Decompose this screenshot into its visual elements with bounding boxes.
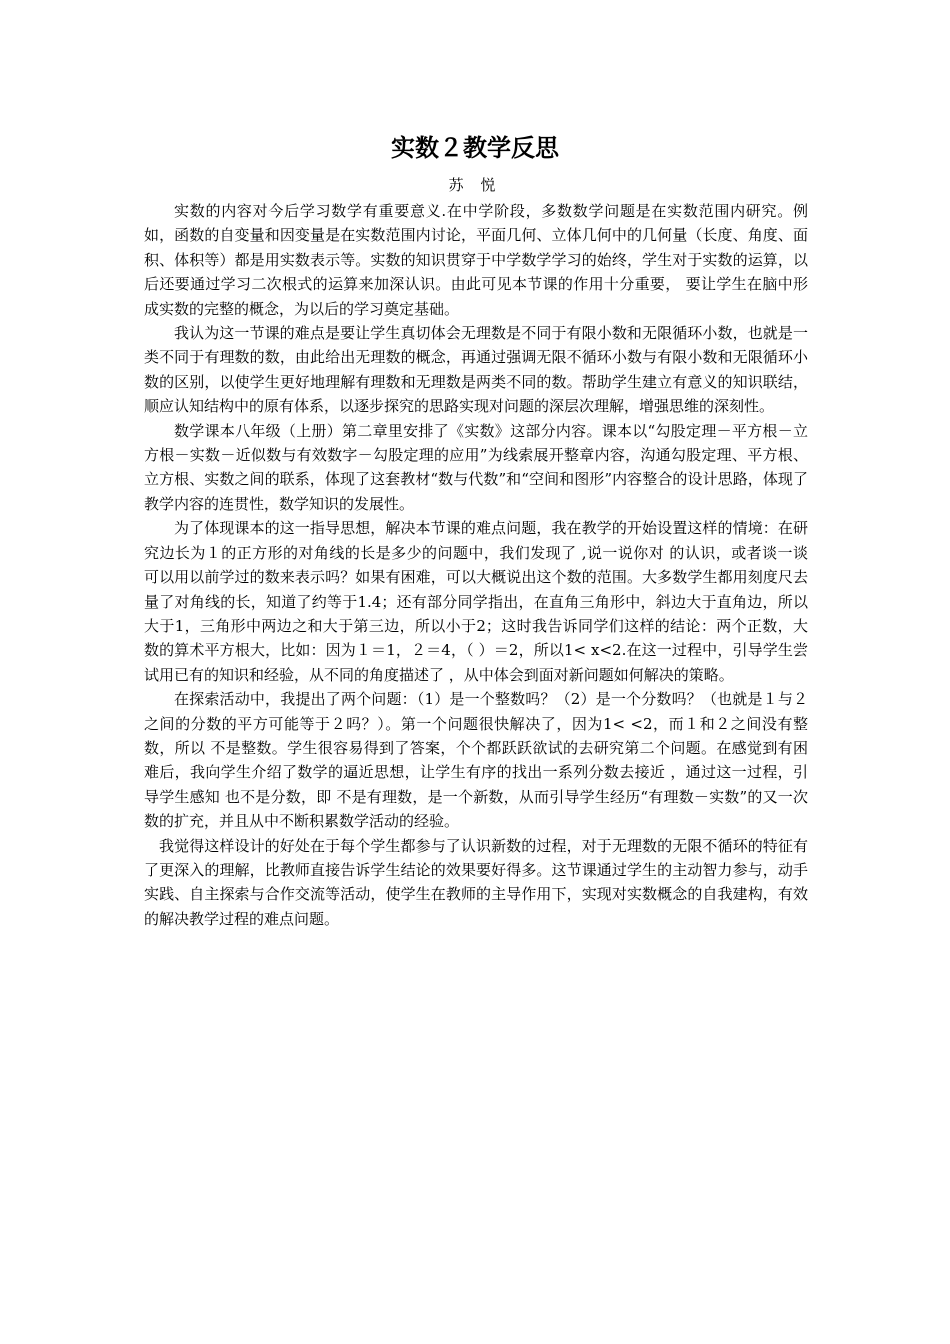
paragraph-textbook: 数学课本八年级（上册）第二章里安排了《实数》这部分内容。课本以“勾股定理－平方根－立方根－实数－近似数与有效数字－勾股定理的应用”为线索展开整章内容，沟通勾股定理、平方根、立方根、实数之间的联系，体现了这套教材“数与代数”和“空间和图形”内容整合的设计思路，体现了教学内容的连贯性，数学知识的发展性。 bbox=[144, 421, 808, 513]
paragraph-exploration: 在探索活动中，我提出了两个问题：（1）是一个整数吗？（2）是一个分数吗？（也就是１与２之间的分数的平方可能等于２吗？）。第一个问题很快解决了，因为1< <2，而１和２之间没有整数，所以 不是整数。学生很容易得到了答案，个个都跃跃欲试的去研究第二个问题。在感觉到有困难后，我向学生介绍了数学的逼近思想，让学生有序的找出一系列分数去接近 ，通过这一过程，引导学生感知 也不是分数，即 不是有理数，是一个新数，从而引导学生经历“有理数－实数”的又一次数的扩充，并且从中不断积累数学活动的经验。 bbox=[144, 690, 808, 831]
paragraph-conclusion: 我觉得这样设计的好处在于每个学生都参与了认识新数的过程，对于无理数的无限不循环的特征有了更深入的理解，比教师直接告诉学生结论的效果要好得多。这节课通过学生的主动智力参与，动手实践、自主探索与合作交流等活动，使学生在教师的主导作用下，实现对实数概念的自我建构，有效的解决教学过程的难点问题。 bbox=[144, 836, 808, 928]
document-title: 实数２教学反思 bbox=[391, 133, 559, 162]
document-author: 苏 悦 bbox=[448, 176, 502, 194]
paragraph-situation: 为了体现课本的这一指导思想，解决本节课的难点问题，我在教学的开始设置这样的情境：在研究边长为１的正方形的对角线的长是多少的问题中，我们发现了 ,说一说你对 的认识，或者谈一谈 可以用以前学过的数来表示吗？如果有困难，可以大概说出这个数的范围。大多数学生都用刻度尺去量了对角线的长，知道了约等于1.4；还有部分同学指出，在直角三角形中，斜边大于直角边，所以大于1，三角形中两边之和大于第三边，所以小于2；这时我告诉同学们这样的结论：两个正数，大数的算术平方根大，比如：因为１＝1，２＝4，（ ）＝2，所以1< x<2.在这一过程中，引导学生尝试用已有的知识和经验，从不同的角度描述了 ，从中体会到面对新问题如何解决的策略。 bbox=[144, 519, 808, 684]
paragraph-significance: 实数的内容对今后学习数学有重要意义.在中学阶段，多数数学问题是在实数范围内研究。例如，函数的自变量和因变量是在实数范围内讨论，平面几何、立体几何中的几何量（长度、角度、面积、体积等）都是用实数表示等。实数的知识贯穿于中学数学学习的始终，学生对于实数的运算，以后还要通过学习二次根式的运算来加深认识。由此可见本节课的作用十分重要， 要让学生在脑中形成实数的完整的概念，为以后的学习奠定基础。 bbox=[144, 202, 808, 318]
document-body bbox=[144, 199, 808, 931]
paragraph-difficulty: 我认为这一节课的难点是要让学生真切体会无理数是不同于有限小数和无限循环小数，也就是一类不同于有理数的数，由此给出无理数的概念，再通过强调无限不循环小数与有限小数和无限循环小数的区别，以使学生更好地理解有理数和无理数是两类不同的数。帮助学生建立有意义的知识联结，顺应认知结构中的原有体系，以逐步探究的思路实现对问题的深层次理解，增强思维的深刻性。 bbox=[144, 324, 808, 416]
